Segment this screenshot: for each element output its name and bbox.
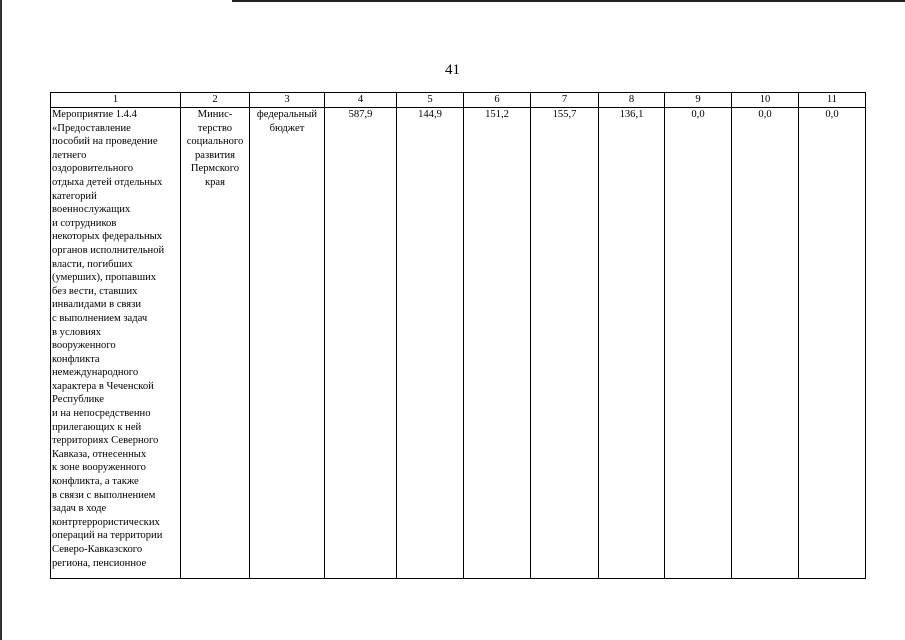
scan-edge-left	[0, 0, 2, 640]
header-cell: 11	[799, 93, 866, 108]
header-cell: 7	[531, 93, 599, 108]
header-cell: 1	[51, 93, 181, 108]
header-cell: 6	[464, 93, 531, 108]
value-cell: 136,1	[599, 108, 665, 579]
header-cell: 5	[397, 93, 464, 108]
header-cell: 3	[250, 93, 325, 108]
measure-name-cell: Мероприятие 1.4.4 «Предоставление пособий на проведение летнего оздоровительного отдыха детей отдельных категорий военнослужащих и сотрудников некоторых федеральных органов исполнительной власти, погибших (умерших), пропавших без вести, ставших инвалидами в связи с выполнением задач в условиях вооруженного конфликта немеждународного характера в Чеченской Республике и на непосредственно прилегающих к ней территориях Северного Кавказа, отнесенных к зоне вооруженного конфликта, а также в связи с выполнением задач в ходе контртеррористических операций на территории Северо-Кавказского региона, пенсионное	[51, 108, 181, 579]
header-row	[51, 93, 866, 108]
value-cell: 0,0	[665, 108, 732, 579]
header-cell: 2	[181, 93, 250, 108]
value-cell: 0,0	[799, 108, 866, 579]
scan-edge-top	[232, 0, 905, 2]
header-cell: 4	[325, 93, 397, 108]
value-cell: 151,2	[464, 108, 531, 579]
value-cell: 0,0	[732, 108, 799, 579]
value-cell: 144,9	[397, 108, 464, 579]
budget-table	[50, 92, 866, 579]
value-cell: 155,7	[531, 108, 599, 579]
header-cell: 10	[732, 93, 799, 108]
table-row	[51, 108, 866, 579]
header-cell: 8	[599, 93, 665, 108]
executor-cell: Минис- терство социального развития Пермского края	[181, 108, 250, 579]
funding-source-cell: федеральный бюджет	[250, 108, 325, 579]
value-cell: 587,9	[325, 108, 397, 579]
page-number: 41	[445, 62, 460, 78]
header-cell: 9	[665, 93, 732, 108]
